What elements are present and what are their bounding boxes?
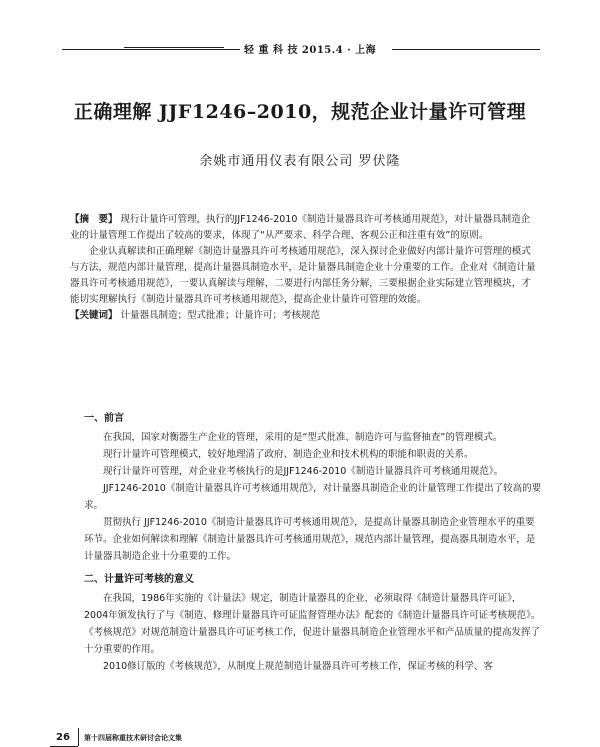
abstract-text: 现行计量许可管理，执行的JJF1246-2010《制造计量器具许可考核通用规范》，对计量器具制造企业的计量管理工作提出了较高的要求，体现了“从严要求、科学合理、客观公正和注重有效”的原则。 bbox=[70, 214, 531, 241]
keywords-label: 【关键词】 bbox=[70, 310, 118, 321]
keywords-paragraph bbox=[70, 308, 538, 324]
section-heading-2: 二、计量许可考核的意义 bbox=[84, 574, 194, 585]
section-heading-1: 一、前言 bbox=[84, 413, 124, 424]
body-paragraph: 现行计量许可管理模式，较好地理清了政府、制造企业和技术机构的职能和职责的关系。 bbox=[103, 449, 474, 460]
body-paragraph: 现行计量许可管理，对企业业考核执行的是JJF1246-2010《制造计量器具许可考核通用规范》。 bbox=[103, 466, 504, 477]
body-paragraph: 2010修订版的《考核规范》，从制度上规范制造计量器具许可考核工作，保证考核的科学、客 bbox=[103, 661, 493, 672]
abstract-block bbox=[70, 212, 538, 324]
header-rule-right bbox=[392, 49, 540, 50]
body-paragraph: 在我国，国家对衡器生产企业的管理，采用的是“型式批准、制造许可与监督抽查”的管理模式。 bbox=[103, 432, 503, 443]
article-body bbox=[84, 404, 544, 675]
abstract-label: 【摘 要】 bbox=[70, 214, 118, 225]
header-rule-left bbox=[62, 49, 240, 50]
page-number: 26 bbox=[56, 732, 70, 743]
header-rule-left-thin bbox=[124, 47, 224, 48]
author-line: 余姚市通用仪表有限公司 罗伏隆 bbox=[199, 154, 401, 169]
abstract-paragraph-2: 企业认真解读和正确理解《制造计量器具许可考核通用规范》，深入探讨企业做好内部计量许可管理的模式与方法，规范内部计量管理，提高计量器具制造水平，是计量器具制造企业十分重要的工作。企业对《制造计量器具许可考核通用规范》，一要认真解读与理解，二要进行内部任务分解，三要根据企业实际建立管理模块，才能切实理解执行《制造计量器具许可考核通用规范》，提高企业计量许可管理的效能。 bbox=[70, 246, 536, 305]
header-journal-text: 轻 重 科 技 2015.4 · 上海 bbox=[244, 45, 377, 56]
keywords-text: 计量器具制造；型式批准；计量许可；考核规范 bbox=[120, 310, 321, 321]
abstract-paragraph bbox=[70, 212, 538, 244]
body-paragraph: 贯彻执行 JJF1246-2010《制造计量器具许可考核通用规范》，是提高计量器具制造企业管理水平的重要环节。企业如何解读和理解《制造计量器具许可考核通用规范》，规范内部计量管理，提高器具制造水平，是计量器具制造企业十分重要的工作。 bbox=[84, 517, 536, 562]
article-title: 正确理解 JJF1246–2010，规范企业计量许可管理 bbox=[73, 101, 527, 123]
body-paragraph: 在我国，1986年实施的《计量法》规定，制造计量器具的企业，必须取得《制造计量器具许可证》，2004年颁发执行了与《制造、修理计量器具许可证监督管理办法》配套的《制造计量器具许可证考核规范》。《考核规范》对规范制造计量器具许可证考核工作，促进计量器具制造企业管理水平和产品质量的提高发挥了十分重要的作用。 bbox=[84, 593, 541, 655]
footer-proceedings-text: 第十四届称重技术研讨会论文集 bbox=[84, 734, 182, 742]
body-paragraph: JJF1246-2010《制造计量器具许可考核通用规范》，对计量器具制造企业的计量管理工作提出了较高的要求。 bbox=[84, 483, 542, 511]
page-footer bbox=[50, 728, 570, 747]
footer-divider bbox=[78, 728, 79, 746]
running-header bbox=[62, 40, 540, 60]
